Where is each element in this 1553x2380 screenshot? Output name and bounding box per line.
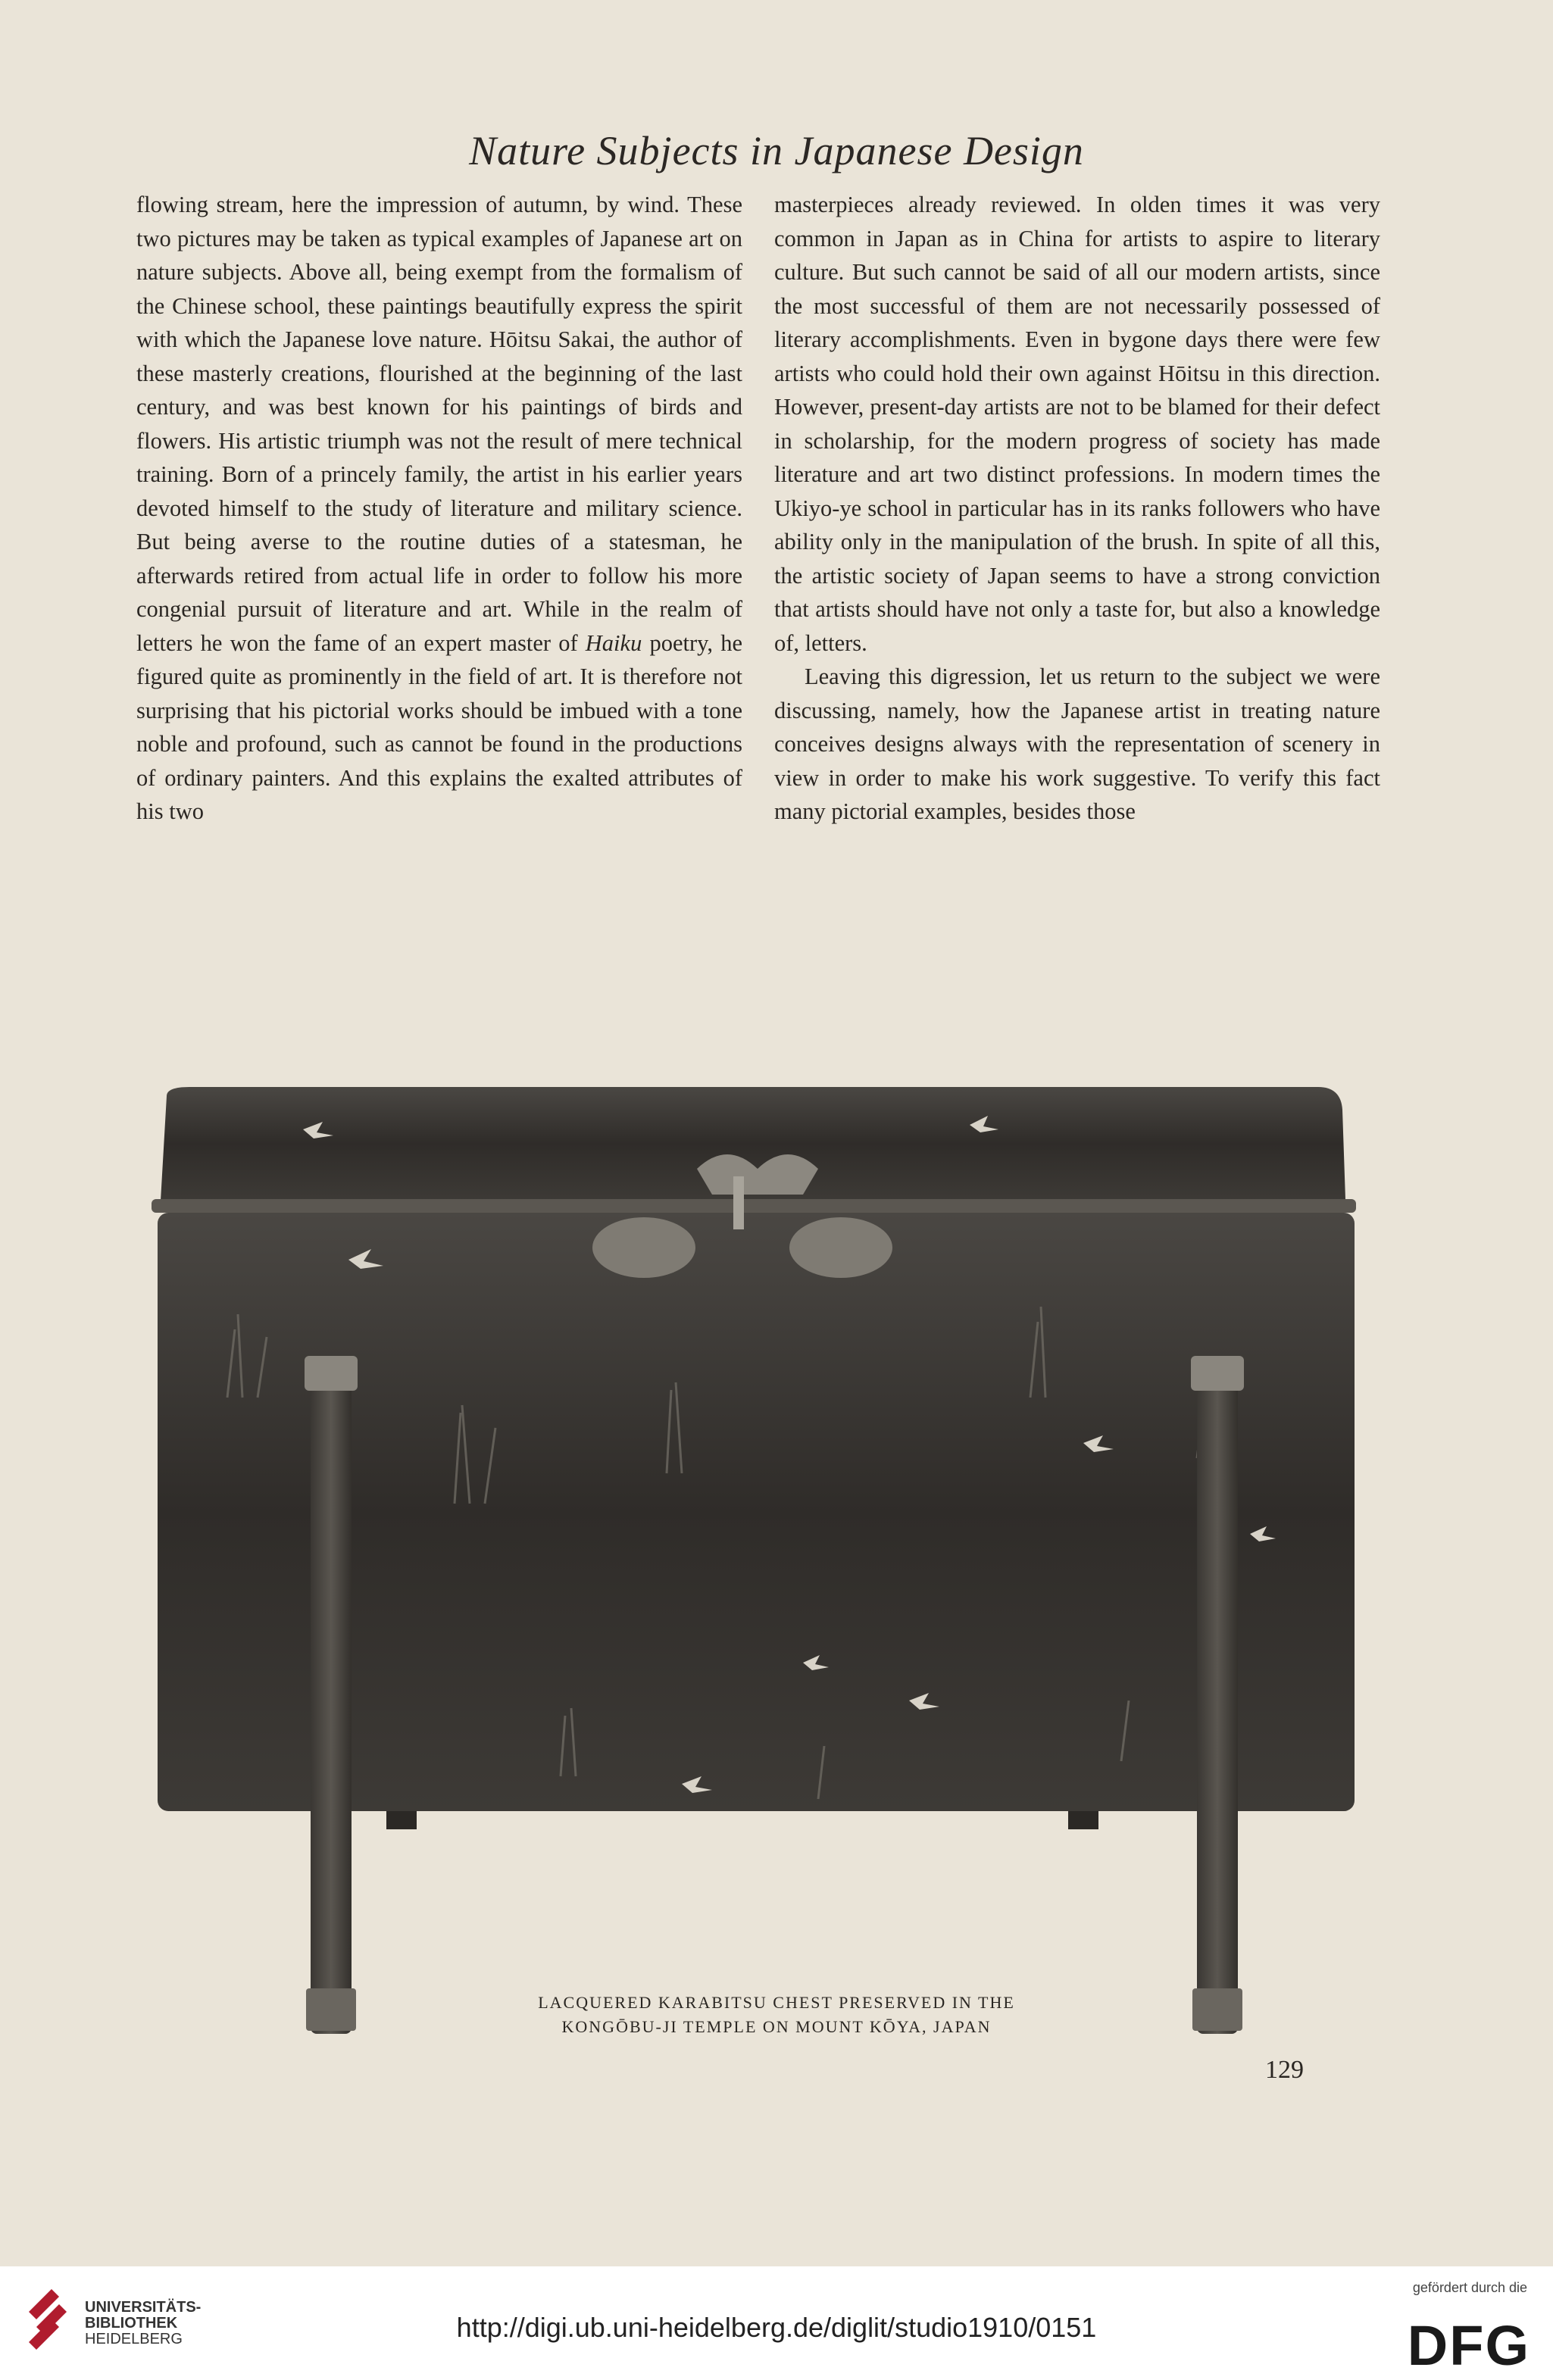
chest-foot-right — [1068, 1811, 1098, 1829]
digitization-footer — [0, 2266, 1553, 2380]
right-paragraph-2: Leaving this digression, let us return to the subject we were discussing, namely, how the Japanese artist in treating nature conceives designs always with the representation of scenery in view in order to make his work suggestive. To verify this fact many pictorial examples, besides those — [774, 664, 1380, 824]
figure-caption — [0, 1991, 1553, 2039]
left-paragraph — [136, 188, 742, 829]
lid-rim — [152, 1199, 1356, 1213]
leg-cap-left — [305, 1356, 358, 1391]
stand-leg-left — [311, 1360, 352, 2034]
permalink-url[interactable]: http://digi.ub.uni-heidelberg.de/diglit/studio1910/0151 — [456, 2312, 1097, 2343]
right-column — [774, 188, 1380, 829]
stand-leg-right — [1197, 1360, 1238, 2034]
funded-by-label: gefördert durch die — [1412, 2280, 1527, 2295]
karabitsu-chest-photo — [136, 1079, 1371, 2049]
dfg-logo: DFG — [1407, 2314, 1530, 2377]
page-number: 129 — [1265, 2056, 1304, 2084]
library-line-3: HEIDELBERG — [85, 2331, 183, 2347]
library-line-1: UNIVERSITÄTS- — [85, 2299, 202, 2316]
caption-line-1: LACQUERED KARABITSU CHEST PRESERVED IN THE — [538, 1993, 1015, 2012]
leg-cap-right — [1191, 1356, 1244, 1391]
clasp-right — [789, 1217, 892, 1278]
haiku-word: Haiku — [585, 629, 642, 656]
clasp-hasp — [733, 1176, 744, 1229]
left-text-a: flowing stream, here the impression of autumn, by wind. These two pictures may be taken as typical examples of Japanese art on nature subjects. Above all, being exempt from the formalism of the Chinese school, these paintings beautifully express the spirit with which the Japanese love nature. Hōitsu Sakai, the author of these masterly creations, flourished at the beginning of the last century, and was best known for his paintings of birds and flowers. His artistic triumph was not the result of mere technical training. Born of a princely family, the artist in his earlier years devoted himself to the study of literature and military science. But being averse to the routine duties of a statesman, he afterwards retired from actual life in order to follow his more congenial pursuit of literature and art. While in the realm of letters he won the fame of an expert master of — [136, 192, 742, 656]
caption-line-2: KONGŌBU-JI TEMPLE ON MOUNT KŌYA, JAPAN — [561, 2017, 992, 2036]
right-paragraph-1: masterpieces already reviewed. In olden times it was very common in Japan as in China for artists to aspire to literary culture. But such cannot be said of all our modern artists, since the most successful of them are not necessarily possessed of literary accomplishments. Even in bygone days there were few artists who could hold their own against Hōitsu in this direction. However, present-day artists are not to be blamed for their defect in scholarship, for the modern progress of society has made literature and art two distinct professions. In modern times the Ukiyo-ye school in particular has in its ranks followers who have ability only in the manipulation of the brush. In spite of all this, the artistic society of Japan seems to have a strong conviction that artists should have not only a taste for, but also a knowledge of, letters. — [774, 192, 1380, 656]
left-text-b: poetry, he figured quite as prominently in the field of art. It is therefore not surprising that his pictorial works should be imbued with a tone noble and profound, such as cannot be found in the productions of ordinary painters. And this explains the exalted attributes of his two — [136, 629, 742, 824]
chest-foot-left — [386, 1811, 417, 1829]
running-title: Nature Subjects in Japanese Design — [469, 128, 1084, 173]
clasp-left — [592, 1217, 695, 1278]
library-line-2: BIBLIOTHEK — [85, 2315, 178, 2332]
left-column — [136, 188, 742, 829]
